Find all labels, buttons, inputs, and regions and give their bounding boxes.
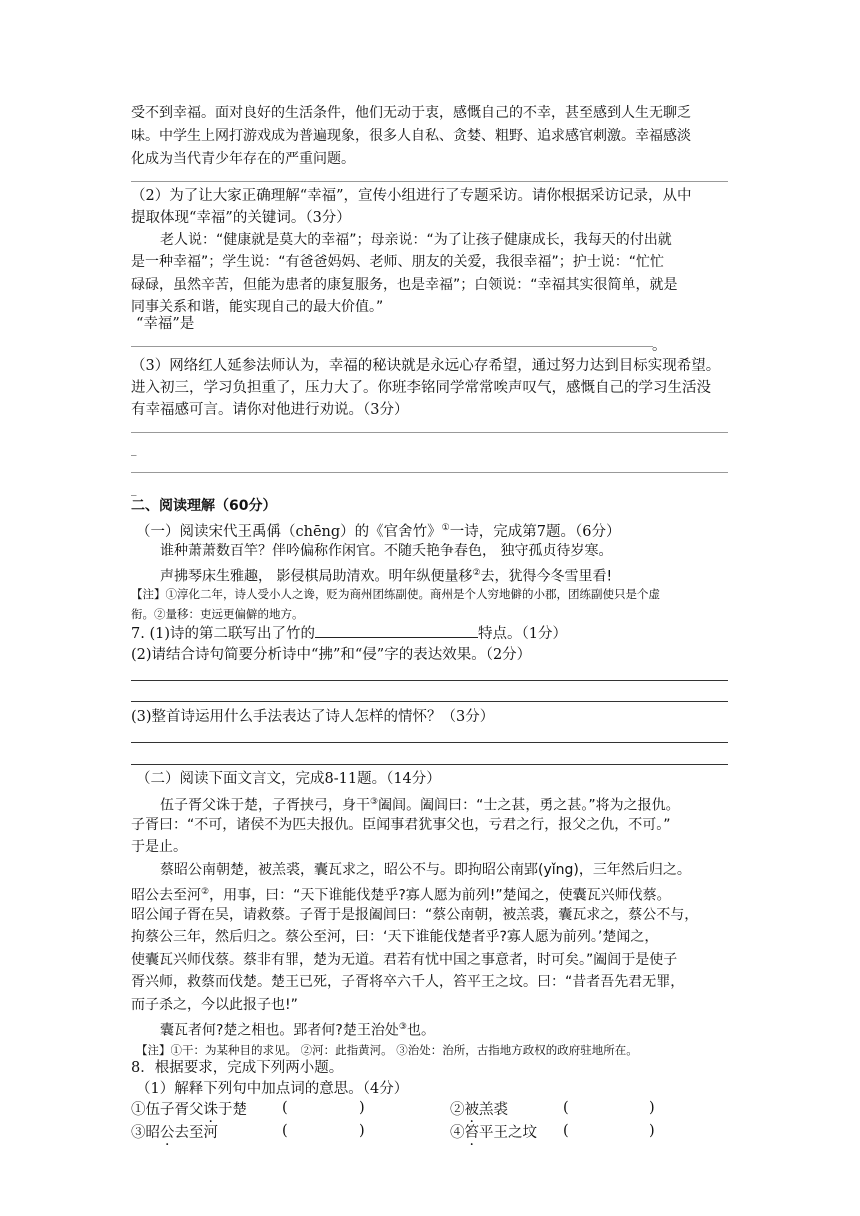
text-p2-line-7: 而子杀之，今以此报子也!” — [131, 997, 298, 1013]
footnote-mark: ③ — [398, 1022, 407, 1032]
item-char: 伍 — [145, 1102, 160, 1118]
q7-part1-post: 特点。（1分） — [477, 626, 567, 642]
text-p3 — [160, 1017, 435, 1041]
text-p1-line-2: 子胥曰：“不可，诸侯不为匹夫报仇。臣闻事君犹事父也，亏君之行，报父之仇，不可。” — [131, 817, 671, 833]
dotted-char: 公 — [160, 1125, 175, 1141]
poem-note-line-1: 【注】①淳化二年，诗人受小人之谗，贬为商州团练副使。商州是个人穷地僻的小郡，团练副使只是个虚 — [131, 587, 660, 601]
poem-line-2b: 去，犹得今冬雪里看! — [480, 568, 613, 585]
item-char: 父 — [189, 1102, 204, 1118]
text-p2-line-4: 拘蔡公三年，然后归之。蔡公至河，曰：‘天下谁能伐楚者乎?寡人愿为前列。’楚闻之， — [131, 929, 659, 945]
item-char: 王 — [493, 1125, 508, 1141]
poem-line-2a: 声拂琴床生雅趣， 影侵棋局助清欢。明年纵便量移 — [160, 568, 473, 585]
q3-dash-2: _ — [131, 483, 137, 496]
q8-item-4-close: ) — [649, 1123, 655, 1139]
q8-item-2-close: ) — [649, 1100, 655, 1116]
q2-line-2: 提取体现“幸福”的关键词。（3分） — [131, 210, 351, 226]
q8-item-3-close: ) — [359, 1123, 365, 1139]
q2-quote-line-2: 是一种幸福”；学生说：“有爸爸妈妈、老师、朋友的关爱，我很幸福”；护士说：“忙忙 — [131, 254, 665, 270]
text-p1-line-3: 于是止。 — [131, 839, 187, 855]
item-char: 河 — [203, 1125, 218, 1141]
q2-answer-prompt: “幸福”是 — [136, 316, 195, 332]
text-note: 【注】①干：为某种目的求见。 ②河：此指黄河。 ③治处：治所，古指地方政权的政府驻地所在。 — [136, 1043, 638, 1057]
text-p2-line-1: 蔡昭公南朝楚，被羔裘，囊瓦求之，昭公不与。即拘昭公南郢(yǐng)，三年然后归之。 — [160, 862, 691, 878]
q8-item-1 — [131, 1100, 247, 1120]
q3-line-1: （3）网络红人延参法师认为，幸福的秘诀就是永远心存希望，通过努力达到目标实现希望。 — [131, 358, 721, 374]
q7-3-answer-rule-2[interactable] — [131, 764, 728, 765]
part1-heading — [136, 518, 620, 542]
footnote-mark: ③ — [370, 797, 379, 807]
poem-line-1: 谁种萧萧数百竿？伴吟偏称作闲官。不随夭艳争春色， 独守孤贞待岁寒。 — [160, 543, 613, 559]
item-char: ① — [131, 1102, 146, 1118]
q8-item-3 — [131, 1123, 218, 1143]
q8-item-1-open: ( — [282, 1100, 288, 1116]
text-p2-line-2 — [131, 882, 671, 906]
item-char: 楚 — [232, 1102, 247, 1118]
footnote-mark: ② — [201, 887, 210, 897]
text-p2-line-2a: 昭公去至河 — [131, 887, 201, 904]
intro-line-3: 化成为当代青少年存在的严重问题。 — [131, 151, 355, 167]
footnote-mark: ① — [441, 523, 450, 533]
q7-blank[interactable] — [315, 623, 478, 638]
item-char: 子 — [160, 1102, 175, 1118]
dotted-char: 笞 — [464, 1125, 479, 1141]
dotted-char: 诛 — [203, 1102, 218, 1118]
q3-answer-rule-1[interactable] — [131, 432, 728, 433]
item-char: ④ — [450, 1125, 465, 1141]
q7-part3: (3)整首诗运用什么手法表达了诗人怎样的情怀？（3分） — [131, 709, 495, 725]
item-char: 坟 — [522, 1125, 537, 1141]
q3-line-3: 有幸福感可言。请你对他进行劝说。（3分） — [131, 402, 409, 418]
q2-answer-rule[interactable] — [131, 346, 653, 347]
q7-2-answer-rule-1[interactable] — [131, 680, 728, 681]
q8-heading: 8．根据要求，完成下列两小题。 — [131, 1060, 344, 1076]
item-char: ③ — [131, 1125, 146, 1141]
q2-quote-line-3: 碌碌，虽然辛苦，但能为患者的康复服务，也是幸福”；白领说：“幸福其实很简单，就是 — [131, 277, 678, 293]
q2-line-1: （2）为了让大家正确理解“幸福”，宣传小组进行了专题采访。请你根据采访记录，从中 — [131, 188, 692, 204]
part1-heading-pre: （一）阅读宋代王禹偁（ — [136, 523, 296, 540]
item-char: 之 — [508, 1125, 523, 1141]
item-char: ② — [450, 1102, 465, 1118]
section-title: 二、阅读理解（60分） — [131, 498, 277, 514]
q7-part1 — [131, 623, 567, 644]
q7-2-answer-rule-2[interactable] — [131, 701, 728, 702]
q8-1-heading: （1）解释下列句中加点词的意思。（4分） — [136, 1081, 409, 1097]
q8-item-4 — [450, 1123, 537, 1143]
text-p1-line-1 — [160, 792, 680, 816]
item-char: 于 — [218, 1102, 233, 1118]
q3-line-2: 进入初三，学习负担重了，压力大了。你班李铭同学常常唉声叹气，感慨自己的学习生活没 — [131, 380, 711, 396]
text-p2-line-2b: ，用事，曰：“天下谁能伐楚乎?寡人愿为前列!”楚闻之，使囊瓦兴师伐蔡。 — [209, 887, 671, 904]
q3-answer-rule-2[interactable] — [131, 472, 728, 473]
q7-part2: (2)请结合诗句简要分析诗中“拂”和“侵”字的表达效果。（2分） — [131, 647, 532, 663]
item-char: 平 — [479, 1125, 494, 1141]
part1-heading-post: 一诗，完成第7题。（6分） — [449, 523, 621, 540]
text-p3-a: 囊瓦者何?楚之相也。郢者何?楚王治处 — [160, 1022, 399, 1039]
q8-item-2 — [450, 1100, 508, 1120]
q8-item-1-close: ) — [359, 1100, 365, 1116]
q2-quote-line-1: 老人说：“健康就是莫大的幸福”；母亲说：“为了让孩子健康成长，我每天的付出就 — [160, 232, 672, 248]
item-char: 至 — [189, 1125, 204, 1141]
text-p2-line-5: 使囊瓦兴师伐蔡。蔡非有罪，楚为无道。君若有忧中国之事意者，时可矣。”阖闾于是使子 — [131, 952, 678, 968]
text-p2-line-3: 昭公闻子胥在吴，请救蔡。子胥于是报阖闾曰：“蔡公南朝，被羔裘，囊瓦求之，蔡公不与， — [131, 907, 699, 923]
q3-dash-1: _ — [131, 443, 137, 456]
q2-answer-end: 。 — [652, 338, 667, 354]
part1-heading-mid: ）的《官舍竹》 — [340, 523, 442, 540]
q8-item-2-open: ( — [563, 1100, 569, 1116]
pinyin: chēng — [295, 523, 341, 540]
item-char: 去 — [174, 1125, 189, 1141]
text-p2-line-6: 胥兴师，救蔡而伐楚。楚王已死，子胥将卒六千人，笞平王之坟。曰：“昔者吾先君无罪， — [131, 974, 685, 990]
text-p1-line-1b: 阖闾。阖闾曰：“士之甚，勇之甚。”将为之报仇。 — [378, 797, 680, 814]
item-char: 胥 — [174, 1102, 189, 1118]
poem-note-line-2: 衔。②量移：吏远更偏僻的地方。 — [131, 607, 304, 621]
part2-heading: （二）阅读下面文言文，完成8-11题。（14分） — [136, 771, 441, 787]
dotted-char: 被 — [464, 1102, 479, 1118]
q7-3-answer-rule-1[interactable] — [131, 742, 728, 743]
intro-line-1: 受不到幸福。面对良好的生活条件，他们无动于衷，感慨自己的不幸，甚至感到人生无聊乏 — [131, 105, 691, 121]
intro-line-2: 味。中学生上网打游戏成为普遍现象，很多人自私、贪婪、粗野、追求感官刺激。幸福感淡 — [131, 128, 691, 144]
q8-item-4-open: ( — [563, 1123, 569, 1139]
text-p1-line-1a: 伍子胥父诛于楚，子胥挟弓，身干 — [160, 797, 370, 814]
item-char: 羔 — [479, 1102, 494, 1118]
footnote-mark: ② — [472, 568, 481, 578]
q7-part1-pre: 7. (1)诗的第二联写出了竹的 — [131, 626, 315, 642]
item-char: 昭 — [145, 1125, 160, 1141]
answer-rule — [131, 181, 728, 182]
q8-item-3-open: ( — [282, 1123, 288, 1139]
text-p3-b: 也。 — [406, 1022, 435, 1039]
item-char: 裘 — [493, 1102, 508, 1118]
q2-quote-line-4: 同事关系和谐，能实现自己的最大价值。” — [131, 299, 384, 315]
